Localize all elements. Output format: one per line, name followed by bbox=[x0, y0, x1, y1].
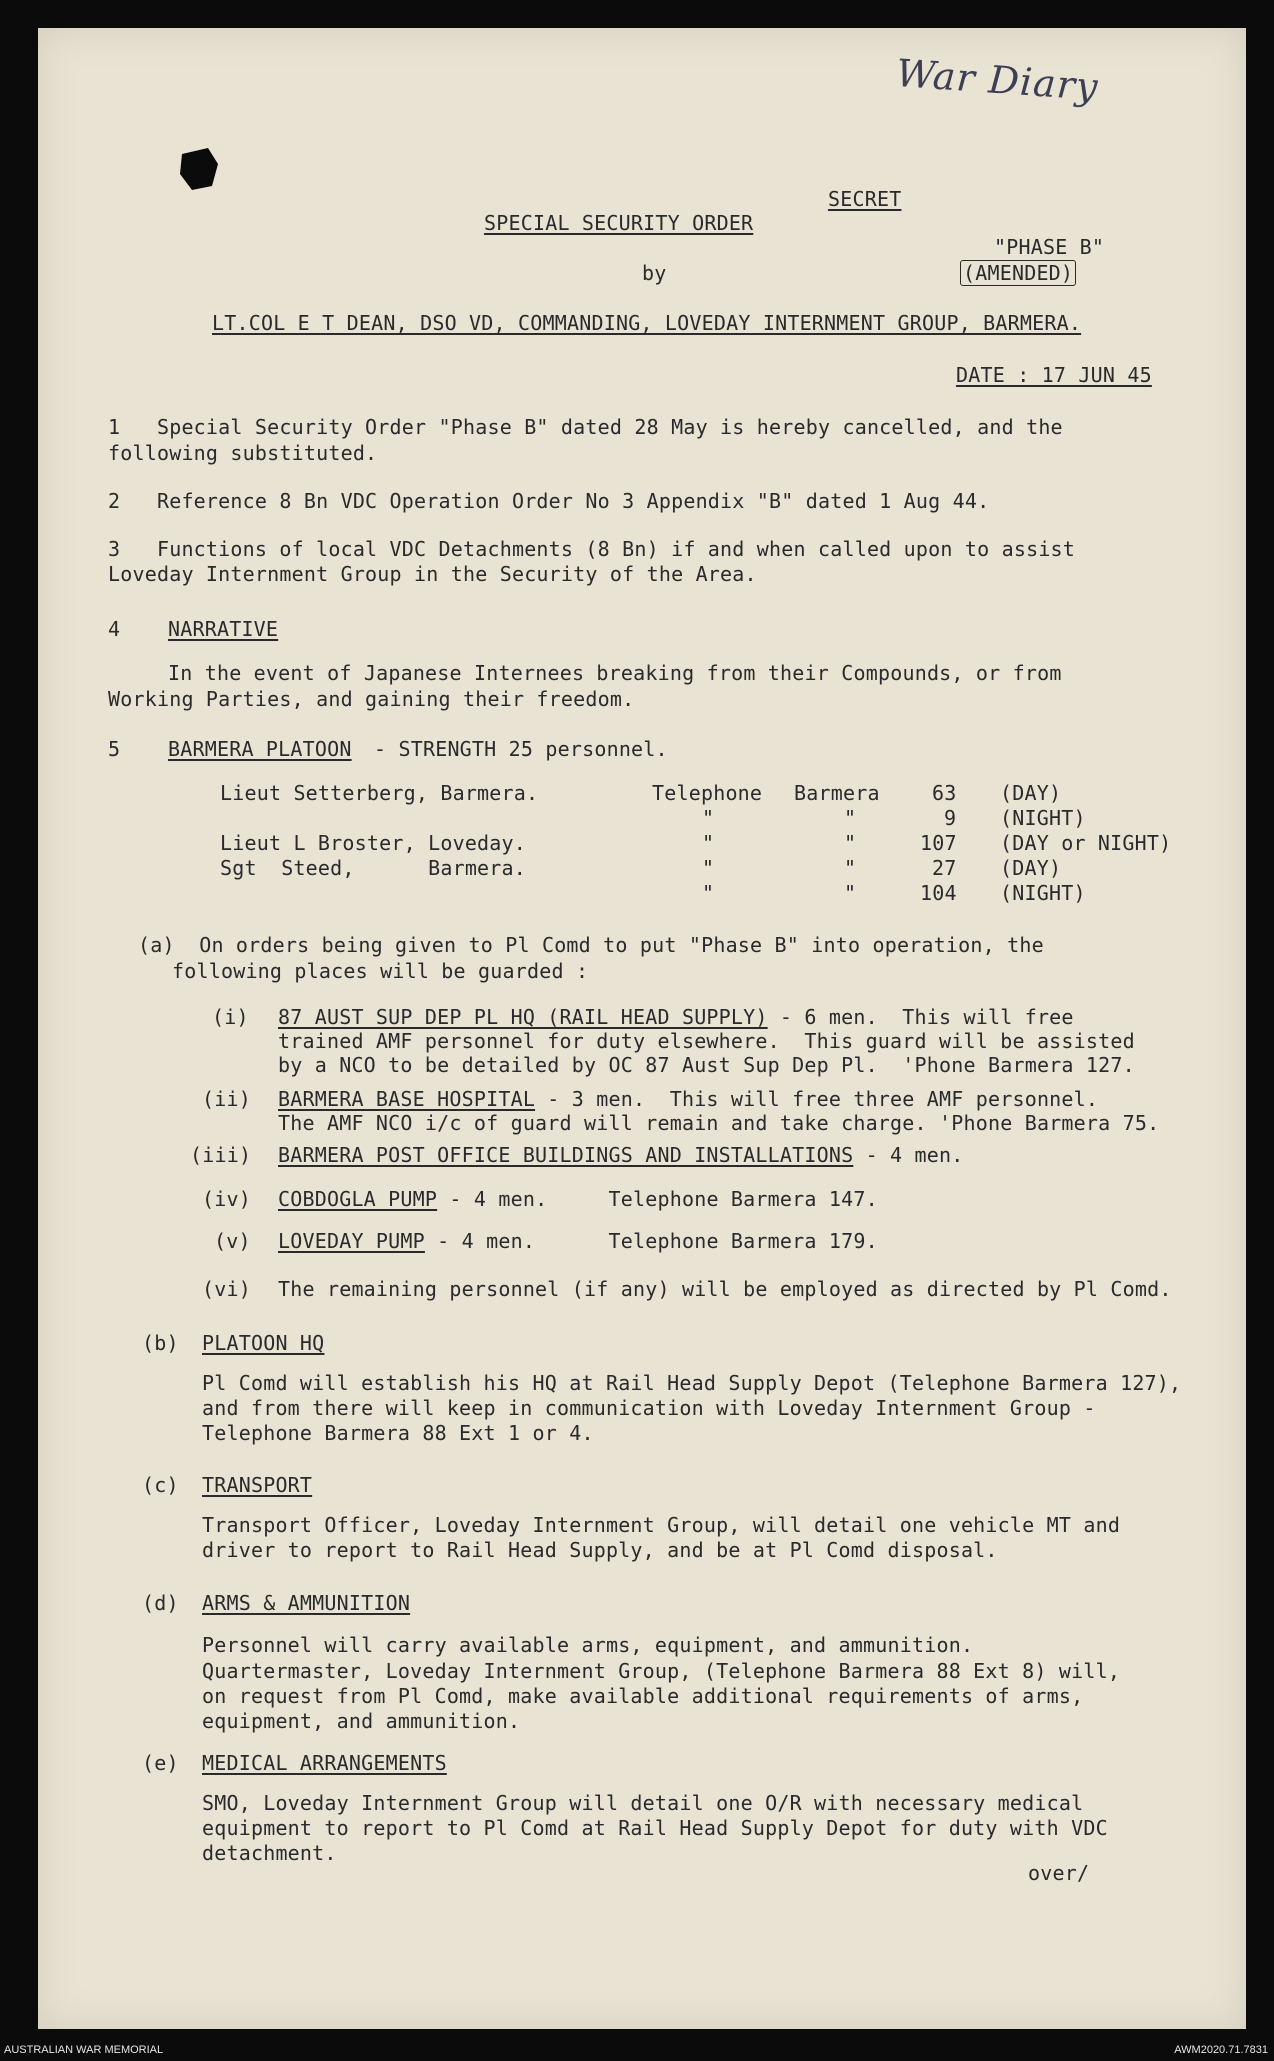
item-v-heading: LOVEDAY PUMP bbox=[278, 1229, 425, 1253]
item-iv-detail: - 4 men. Telephone Barmera 147. bbox=[437, 1187, 878, 1211]
item-i-heading: 87 AUST SUP DEP PL HQ (RAIL HEAD SUPPLY) bbox=[278, 1005, 768, 1029]
contact-when: (DAY) bbox=[1000, 856, 1062, 880]
contact-when: (NIGHT) bbox=[1000, 881, 1086, 905]
item-i-detail: - 6 men. This will free bbox=[767, 1005, 1074, 1029]
section-d-line-2: Quartermaster, Loveday Internment Group, (Telephone Barmera 88 Ext 8) will, bbox=[202, 1659, 1121, 1683]
section-a-line-1: (a) On orders being given to Pl Comd to put "Phase B" into operation, the bbox=[138, 933, 1044, 957]
contact-when: (DAY) bbox=[1000, 781, 1062, 805]
footer-source: AUSTRALIAN WAR MEMORIAL bbox=[4, 2044, 164, 2056]
document-date: DATE : 17 JUN 45 bbox=[956, 363, 1152, 387]
punch-hole-icon bbox=[178, 146, 222, 192]
platoon-strength: - STRENGTH 25 personnel. bbox=[374, 737, 668, 761]
section-b-line-1: Pl Comd will establish his HQ at Rail Head Supply Depot (Telephone Barmera 127), bbox=[202, 1371, 1182, 1395]
section-a-line-2: following places will be guarded : bbox=[172, 959, 589, 983]
section-d-line-1: Personnel will carry available arms, equipment, and ammunition. bbox=[202, 1633, 974, 1657]
item-i-line-1 bbox=[278, 1004, 1074, 1030]
item-v-number: (v) bbox=[214, 1229, 251, 1253]
contact-col2: " bbox=[844, 856, 857, 880]
arms-heading: ARMS & AMMUNITION bbox=[202, 1591, 411, 1615]
section-b-label: (b) bbox=[142, 1331, 179, 1355]
narrative-line-1: In the event of Japanese Internees breaking from their Compounds, or from bbox=[168, 661, 1062, 685]
item-i-number: (i) bbox=[212, 1005, 249, 1029]
item-iii-number: (iii) bbox=[190, 1143, 252, 1167]
section-e-label: (e) bbox=[142, 1751, 179, 1775]
item-ii-detail: - 3 men. This will free three AMF personnel. bbox=[535, 1087, 1099, 1111]
classification-label: SECRET bbox=[828, 187, 902, 211]
contact-col2: Barmera bbox=[794, 781, 880, 805]
item-v-detail: - 4 men. Telephone Barmera 179. bbox=[424, 1229, 878, 1253]
transport-heading: TRANSPORT bbox=[202, 1473, 313, 1497]
item-vi-line: The remaining personnel (if any) will be employed as directed by Pl Comd. bbox=[278, 1277, 1172, 1301]
contact-col2: " bbox=[844, 881, 857, 905]
contact-number: 107 bbox=[920, 831, 957, 855]
paragraph-2: 2 Reference 8 Bn VDC Operation Order No 3 Appendix "B" dated 1 Aug 44. bbox=[108, 489, 990, 513]
barmera-platoon-heading: BARMERA PLATOON bbox=[168, 737, 352, 761]
contact-col1: " bbox=[702, 881, 715, 905]
contact-number: 27 bbox=[932, 856, 957, 880]
paragraph-1-line-2: following substituted. bbox=[108, 441, 378, 465]
contact-name: Sgt Steed, Barmera. bbox=[220, 856, 527, 880]
commander-line: LT.COL E T DEAN, DSO VD, COMMANDING, LOVEDAY INTERNMENT GROUP, BARMERA. bbox=[212, 311, 1082, 335]
section-c-label: (c) bbox=[142, 1473, 179, 1497]
contact-col1: " bbox=[702, 831, 715, 855]
item-iv-line bbox=[278, 1186, 878, 1212]
contact-when: (DAY or NIGHT) bbox=[1000, 831, 1172, 855]
document-page bbox=[38, 28, 1246, 2029]
item-iv-number: (iv) bbox=[202, 1187, 251, 1211]
footer-accession: AWM2020.71.7831 bbox=[1174, 2044, 1268, 2056]
item-iii-detail: - 4 men. bbox=[853, 1143, 964, 1167]
section-c-line-1: Transport Officer, Loveday Internment Group, will detail one vehicle MT and bbox=[202, 1513, 1121, 1537]
item-ii-number: (ii) bbox=[202, 1087, 251, 1111]
contact-col2: " bbox=[844, 831, 857, 855]
item-ii-heading: BARMERA BASE HOSPITAL bbox=[278, 1087, 536, 1111]
contact-number: 104 bbox=[920, 881, 957, 905]
document-title: SPECIAL SECURITY ORDER bbox=[484, 211, 754, 235]
medical-heading: MEDICAL ARRANGEMENTS bbox=[202, 1751, 447, 1775]
contact-number: 63 bbox=[932, 781, 957, 805]
paragraph-4-number: 4 bbox=[108, 617, 121, 641]
paragraph-3-line-1: 3 Functions of local VDC Detachments (8 Bn) if and when called upon to assist bbox=[108, 537, 1076, 561]
contact-when: (NIGHT) bbox=[1000, 806, 1086, 830]
contact-name: Lieut L Broster, Loveday. bbox=[220, 831, 527, 855]
contact-col1: Telephone bbox=[652, 781, 763, 805]
item-iii-heading: BARMERA POST OFFICE BUILDINGS AND INSTALLATIONS bbox=[278, 1143, 854, 1167]
item-iv-heading: COBDOGLA PUMP bbox=[278, 1187, 438, 1211]
section-e-line-2: equipment to report to Pl Comd at Rail Head Supply Depot for duty with VDC bbox=[202, 1816, 1108, 1840]
section-d-label: (d) bbox=[142, 1591, 179, 1615]
item-v-line bbox=[278, 1228, 878, 1254]
contact-col1: " bbox=[702, 806, 715, 830]
item-vi-number: (vi) bbox=[202, 1277, 251, 1301]
handwritten-annotation: War Diary bbox=[894, 50, 1100, 110]
section-b-line-2: and from there will keep in communication with Loveday Internment Group - bbox=[202, 1396, 1096, 1420]
section-e-line-1: SMO, Loveday Internment Group will detail one O/R with necessary medical bbox=[202, 1791, 1084, 1815]
section-d-line-3: on request from Pl Comd, make available additional requirements of arms, bbox=[202, 1684, 1084, 1708]
contact-col2: " bbox=[844, 806, 857, 830]
narrative-heading: NARRATIVE bbox=[168, 617, 279, 641]
section-b-line-3: Telephone Barmera 88 Ext 1 or 4. bbox=[202, 1421, 594, 1445]
section-e-line-3: detachment. bbox=[202, 1841, 337, 1865]
paragraph-1-line-1: 1 Special Security Order "Phase B" dated 28 May is hereby cancelled, and the bbox=[108, 415, 1063, 439]
narrative-line-2: Working Parties, and gaining their freedom. bbox=[108, 687, 635, 711]
item-i-line-3: by a NCO to be detailed by OC 87 Aust Sup Dep Pl. 'Phone Barmera 127. bbox=[278, 1053, 1135, 1077]
platoon-hq-heading: PLATOON HQ bbox=[202, 1331, 325, 1355]
amended-label: (AMENDED) bbox=[960, 260, 1076, 286]
item-i-line-2: trained AMF personnel for duty elsewhere. This guard will be assisted bbox=[278, 1029, 1135, 1053]
section-c-line-2: driver to report to Rail Head Supply, and be at Pl Comd disposal. bbox=[202, 1538, 998, 1562]
page-over-label: over/ bbox=[1028, 1861, 1090, 1885]
phase-label: "PHASE B" bbox=[994, 235, 1105, 259]
item-iii-line bbox=[278, 1142, 964, 1168]
item-ii-line-2: The AMF NCO i/c of guard will remain and take charge. 'Phone Barmera 75. bbox=[278, 1111, 1160, 1135]
section-d-line-4: equipment, and ammunition. bbox=[202, 1709, 521, 1733]
contact-number: 9 bbox=[944, 806, 957, 830]
item-ii-line-1 bbox=[278, 1086, 1098, 1112]
by-label: by bbox=[642, 261, 667, 285]
contact-col1: " bbox=[702, 856, 715, 880]
contact-name: Lieut Setterberg, Barmera. bbox=[220, 781, 539, 805]
paragraph-5-number: 5 bbox=[108, 737, 121, 761]
paragraph-3-line-2: Loveday Internment Group in the Security of the Area. bbox=[108, 562, 757, 586]
